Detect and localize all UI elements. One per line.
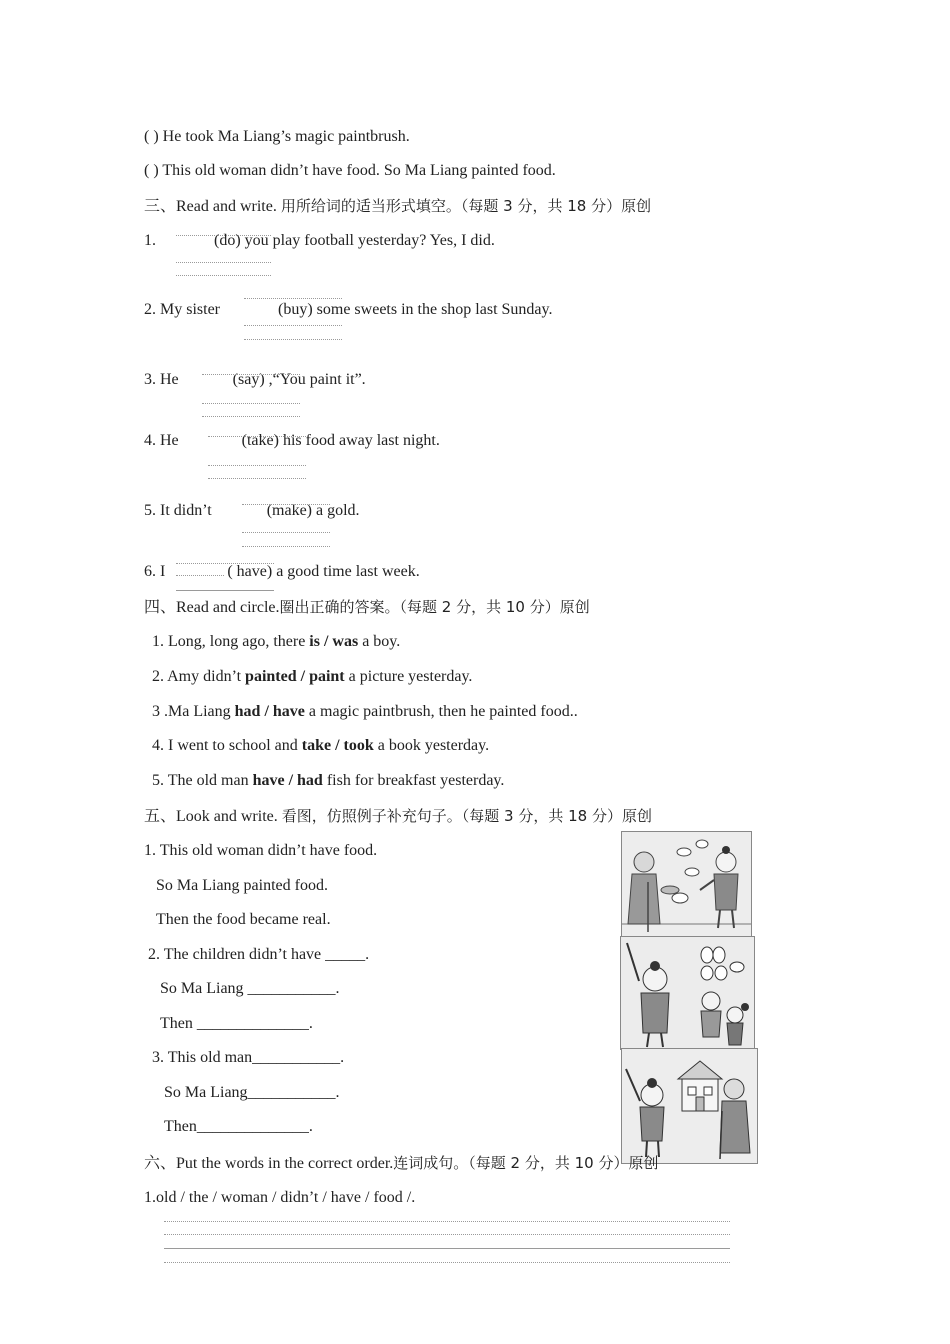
fill-item-hint: (take) his food away last night. [241, 432, 440, 449]
circle-item-text: 1. Long, long ago, there [152, 633, 310, 650]
circle-item-text: a picture yesterday. [344, 668, 473, 685]
circle-item-text: 2. Amy didn’t [152, 668, 246, 685]
circle-choice[interactable]: take / took [301, 737, 374, 754]
circle-item-text: 3 .Ma Liang [152, 703, 235, 720]
answer-blank-4[interactable] [208, 465, 306, 466]
true-false-item-1: ( ) He took Ma Liang’s magic paintbrush. [144, 128, 410, 145]
fill-item-hint: (do) you play football yesterday? Yes, I did. [214, 232, 495, 249]
illustration-food [621, 831, 752, 938]
section-four-heading [144, 597, 590, 618]
section-six-title-en: 六、Put the words in the correct order. [144, 1155, 394, 1172]
section-six-title-cn: 连词成句。（每题 2 分，共 10 分）原创 [393, 1154, 659, 1172]
section-three-title-cn: 用所给词的适当形式填空。（每题 3 分，共 18 分）原创 [280, 197, 652, 215]
section-five-heading [144, 806, 652, 827]
circle-choice[interactable]: have / had [252, 772, 323, 789]
fill-item-hint: ( have) a good time last week. [227, 563, 420, 580]
illustration-house [621, 1048, 758, 1164]
section-five-title-en: 五、Look and write. [144, 808, 282, 825]
answer-blank-6[interactable] [176, 590, 274, 591]
section-four-title-cn: 圈出正确的答案。（每题 2 分，共 10 分）原创 [279, 598, 590, 616]
look-write-line: Then the food became real. [156, 911, 331, 928]
circle-item-text: fish for breakfast yesterday. [322, 772, 505, 789]
fill-item-number: 2. My sister [144, 301, 220, 318]
fill-item-3 [144, 370, 366, 390]
section-three-heading [144, 196, 651, 217]
circle-item-text: 4. I went to school and [152, 737, 302, 754]
look-write-line[interactable]: Then ______________. [160, 1015, 313, 1032]
circle-item-4 [152, 736, 489, 756]
fill-item-hint: (say) ,“You paint it”. [232, 371, 366, 388]
look-write-line[interactable]: Then______________. [164, 1118, 313, 1135]
circle-item-3 [152, 702, 578, 722]
look-write-line[interactable]: So Ma Liang___________. [164, 1084, 340, 1101]
circle-choice[interactable]: had / have [234, 703, 305, 720]
fill-item-4 [144, 431, 440, 451]
circle-item-2 [152, 667, 472, 687]
answer-blank-5[interactable] [242, 532, 330, 533]
circle-item-text: 5. The old man [152, 772, 253, 789]
circle-item-text: a book yesterday. [373, 737, 490, 754]
circle-item-text: a boy. [358, 633, 401, 650]
fill-item-number: 3. He [144, 371, 179, 388]
fill-item-6 [144, 562, 420, 582]
section-five-title-cn: 看图，仿照例子补充句子。（每题 3 分，共 18 分）原创 [281, 807, 652, 825]
illustration-shoes [620, 936, 755, 1050]
fill-item-number: 1. [144, 232, 156, 249]
fill-item-number: 6. I [144, 563, 166, 580]
fill-item-1 [144, 231, 495, 251]
section-six-heading [144, 1153, 659, 1174]
look-write-line: 1. This old woman didn’t have food. [144, 842, 378, 859]
circle-item-1 [152, 632, 400, 652]
true-false-item-2: ( ) This old woman didn’t have food. So Ma Liang painted food. [144, 162, 556, 179]
circle-choice[interactable]: painted / paint [245, 668, 345, 685]
answer-blank-3[interactable] [202, 403, 300, 404]
look-write-line[interactable]: 2. The children didn’t have _____. [148, 946, 370, 963]
look-write-line: So Ma Liang painted food. [156, 877, 328, 894]
fill-item-number: 5. It didn’t [144, 502, 212, 519]
sentence-answer-line[interactable] [164, 1248, 730, 1249]
look-write-line[interactable]: So Ma Liang ___________. [160, 980, 340, 997]
answer-blank-1[interactable] [176, 262, 271, 263]
fill-item-hint: (make) a gold. [266, 502, 360, 519]
fill-item-number: 4. He [144, 432, 179, 449]
answer-blank-2[interactable] [244, 325, 342, 326]
section-four-title-en: 四、Read and circle. [144, 599, 280, 616]
circle-item-5 [152, 771, 504, 791]
fill-item-2 [144, 300, 552, 320]
section-three-title-en: 三、Read and write. [144, 198, 281, 215]
look-write-line[interactable]: 3. This old man___________. [152, 1049, 345, 1066]
circle-choice[interactable]: is / was [309, 633, 359, 650]
circle-item-text: a magic paintbrush, then he painted food.. [304, 703, 578, 720]
fill-item-hint: (buy) some sweets in the shop last Sunday. [278, 301, 553, 318]
order-item-1: 1.old / the / woman / didn’t / have / food /. [144, 1189, 416, 1206]
